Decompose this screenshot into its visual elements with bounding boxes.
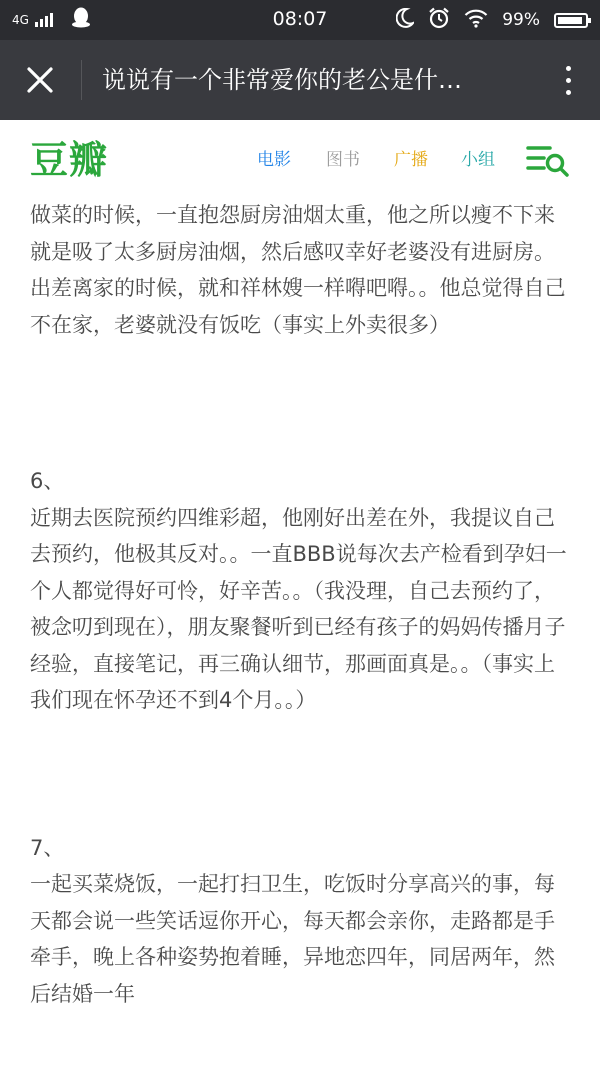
article-paragraph: 一起买菜烧饭，一起打扫卫生，吃饭时分享高兴的事，每天都会说一些笑话逗你开心，每天都会亲你，走路都是手牵手，晚上各种姿势抱着睡，异地恋四年，同居两年，然后结婚一年 — [30, 872, 555, 1006]
close-icon — [26, 66, 54, 94]
nav-movie[interactable]: 电影 — [257, 150, 291, 170]
page-title: 说说有一个非常爱你的老公是什… — [102, 66, 462, 94]
alarm-icon — [428, 7, 450, 33]
douban-logo[interactable]: 豆瓣 — [30, 138, 109, 182]
status-time: 08:07 — [272, 8, 328, 30]
menu-search-button[interactable] — [526, 142, 570, 178]
network-label: 4G — [12, 13, 29, 27]
nav-book[interactable]: 图书 — [326, 150, 360, 170]
more-icon — [566, 66, 571, 71]
item-number: 7、 — [30, 835, 65, 860]
battery-percent: 99% — [502, 10, 540, 30]
wifi-icon — [464, 8, 488, 32]
title-divider — [81, 60, 82, 100]
article-content — [30, 197, 575, 1012]
nav-broadcast[interactable]: 广播 — [394, 150, 428, 170]
main-nav — [0, 146, 600, 176]
status-bar — [0, 0, 600, 40]
item-number: 6、 — [30, 469, 65, 493]
battery-icon — [554, 13, 588, 28]
article-paragraph: 做菜的时候，一直抱怨厨房油烟太重，他之所以瘦不下来就是吸了太多厨房油烟，然后感叹幸好老婆没有进厨房。出差离家的时候，就和祥林嫂一样嘚吧嘚。。他总觉得自己不在家，老婆就没有饭吃（事实上外卖很多） — [30, 203, 566, 337]
more-button[interactable] — [558, 60, 578, 100]
close-button[interactable] — [10, 50, 70, 110]
menu-search-icon — [526, 142, 570, 178]
nav-group[interactable]: 小组 — [461, 150, 495, 170]
article-paragraph: 近期去医院预约四维彩超，他刚好出差在外，我提议自己去预约，他极其反对。。一直BBB说每次去产检看到孕妇一个人都觉得好可怜，好辛苦。。（我没理，自己去预约了，被念叨到现在），朋友聚餐听到已经有孩子的妈妈传播月子经验，直接笔记，再三确认细节，那画面真是。。（事实上我们现在怀孕还不到4个月。。） — [30, 505, 567, 712]
moon-icon — [396, 8, 414, 32]
title-bar — [0, 40, 600, 120]
status-right — [396, 8, 588, 32]
site-header — [0, 120, 600, 200]
